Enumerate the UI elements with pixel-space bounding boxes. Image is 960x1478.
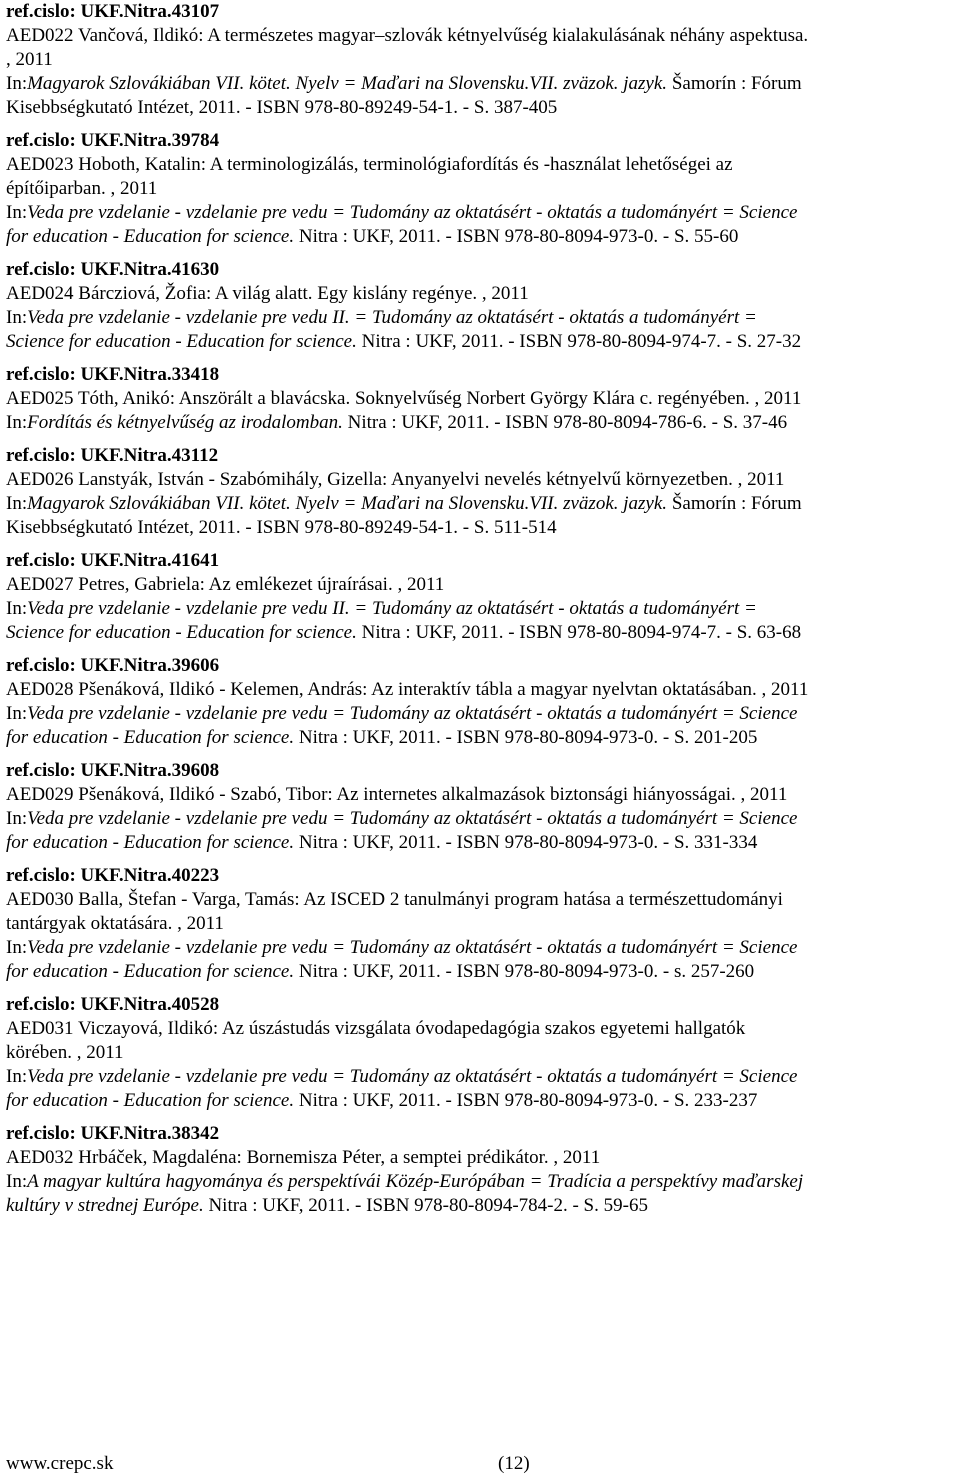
entry-text: építőiparban. , 2011	[6, 178, 158, 199]
entry-source-title: Magyarok Szlovákiában VII. kötet. Nyelv = Maďari na Slovensku.VII. zväzok. jazyk.	[27, 493, 668, 514]
entry-text: AED024 Bárcziová, Žofia: A világ alatt. Egy kislány regénye. , 2011	[6, 283, 529, 304]
entry-text: , 2011	[6, 49, 53, 70]
entry-line	[6, 72, 956, 96]
entry-source-title: Fordítás és kétnyelvűség az irodalomban.	[27, 412, 343, 433]
entry-line	[6, 831, 956, 855]
entry-text: In:	[6, 808, 28, 829]
entry-ref-number: ref.cislo: UKF.Nitra.40528	[6, 994, 220, 1015]
entry-text: In:	[6, 703, 28, 724]
entry-text: Šamorín : Fórum	[667, 493, 802, 514]
entry-line	[6, 516, 956, 540]
entry-text: tantárgyak oktatására. , 2011	[6, 913, 224, 934]
bibliography-entry	[6, 258, 956, 354]
entry-text: körében. , 2011	[6, 1042, 124, 1063]
entry-line	[6, 96, 956, 120]
entry-line	[6, 807, 956, 831]
entry-line	[6, 177, 956, 201]
entry-text: Kisebbségkutató Intézet, 2011. - ISBN 978-80-89249-54-1. - S. 387-405	[6, 97, 558, 118]
entry-ref-number: ref.cislo: UKF.Nitra.39784	[6, 130, 220, 151]
entry-line	[6, 153, 956, 177]
bibliography-entry	[6, 1122, 956, 1218]
entry-line	[6, 1065, 956, 1089]
entry-source-title: A magyar kultúra hagyománya és perspektívái Közép-Európában = Tradícia a perspektívy maďarskej	[27, 1171, 804, 1192]
entry-text: In:	[6, 1171, 28, 1192]
entry-text: AED029 Pšenáková, Ildikó - Szabó, Tibor: Az internetes alkalmazások biztonsági hiányosságai. , 2011	[6, 784, 788, 805]
entry-text: AED023 Hoboth, Katalin: A terminologizálás, terminológiafordítás és -használat lehetőségei az	[6, 154, 733, 175]
entry-line	[6, 726, 956, 750]
page-number: (12)	[498, 1453, 530, 1474]
entry-text: In:	[6, 412, 28, 433]
bibliography-entry	[6, 444, 956, 540]
entry-ref-number: ref.cislo: UKF.Nitra.43112	[6, 445, 219, 466]
entry-line	[6, 1194, 956, 1218]
entry-text: Nitra : UKF, 2011. - ISBN 978-80-8094-973-0. - S. 55-60	[294, 226, 739, 247]
entry-text: AED032 Hrbáček, Magdaléna: Bornemisza Péter, a semptei prédikátor. , 2011	[6, 1147, 601, 1168]
entry-line	[6, 48, 956, 72]
entry-text: AED028 Pšenáková, Ildikó - Kelemen, András: Az interaktív tábla a magyar nyelvtan oktatásában. , 2011	[6, 679, 809, 700]
entry-ref-number: ref.cislo: UKF.Nitra.39608	[6, 760, 220, 781]
entry-ref-number: ref.cislo: UKF.Nitra.41630	[6, 259, 220, 280]
entry-line	[6, 1089, 956, 1113]
footer-url[interactable]: www.crepc.sk	[6, 1453, 114, 1474]
entry-source-title: Veda pre vzdelanie - vzdelanie pre vedu II. = Tudomány az oktatásért - oktatás a tudományért =	[27, 307, 757, 328]
entry-text: Nitra : UKF, 2011. - ISBN 978-80-8094-973-0. - S. 331-334	[294, 832, 758, 853]
entry-source-title: Veda pre vzdelanie - vzdelanie pre vedu = Tudomány az oktatásért - oktatás a tudományért = Science	[27, 1066, 798, 1087]
entry-line	[6, 960, 956, 984]
bibliography-entry	[6, 0, 956, 120]
bibliography-list	[6, 0, 956, 1227]
entry-line	[6, 24, 956, 48]
bibliography-entry	[6, 549, 956, 645]
entry-line	[6, 783, 956, 807]
entry-ref-number: ref.cislo: UKF.Nitra.38342	[6, 1123, 220, 1144]
entry-text: AED025 Tóth, Anikó: Anszörált a blavácska. Soknyelvűség Norbert György Klára c. regényében. , 2011	[6, 388, 802, 409]
entry-text: In:	[6, 307, 28, 328]
entry-text: In:	[6, 493, 28, 514]
entry-text: Nitra : UKF, 2011. - ISBN 978-80-8094-974-7. - S. 63-68	[356, 622, 802, 643]
entry-line	[6, 573, 956, 597]
entry-line	[6, 1146, 956, 1170]
entry-text: In:	[6, 937, 28, 958]
entry-line	[6, 912, 956, 936]
entry-line	[6, 678, 956, 702]
entry-source-title: Magyarok Szlovákiában VII. kötet. Nyelv = Maďari na Slovensku.VII. zväzok. jazyk.	[27, 73, 668, 94]
entry-line	[6, 387, 956, 411]
entry-source-title: for education - Education for science.	[6, 832, 295, 853]
bibliography-entry	[6, 864, 956, 984]
entry-ref-number: ref.cislo: UKF.Nitra.41641	[6, 550, 220, 571]
bibliography-entry	[6, 363, 956, 435]
entry-source-title: for education - Education for science.	[6, 226, 295, 247]
entry-line	[6, 936, 956, 960]
entry-source-title: for education - Education for science.	[6, 1090, 295, 1111]
entry-source-title: kultúry v strednej Európe.	[6, 1195, 204, 1216]
entry-text: AED022 Vančová, Ildikó: A természetes magyar–szlovák kétnyelvűség kialakulásának néhány aspektusa.	[6, 25, 809, 46]
entry-line	[6, 411, 956, 435]
entry-line	[6, 621, 956, 645]
entry-text: In:	[6, 73, 28, 94]
entry-source-title: Science for education - Education for science.	[6, 622, 357, 643]
entry-text: Nitra : UKF, 2011. - ISBN 978-80-8094-973-0. - S. 233-237	[294, 1090, 758, 1111]
entry-source-title: Veda pre vzdelanie - vzdelanie pre vedu = Tudomány az oktatásért - oktatás a tudományért = Science	[27, 202, 798, 223]
page-footer	[6, 1452, 956, 1476]
entry-text: AED030 Balla, Štefan - Varga, Tamás: Az ISCED 2 tanulmányi program hatása a természettudományi	[6, 889, 783, 910]
entry-line	[6, 225, 956, 249]
entry-source-title: Veda pre vzdelanie - vzdelanie pre vedu = Tudomány az oktatásért - oktatás a tudományért = Science	[27, 937, 798, 958]
entry-ref-number: ref.cislo: UKF.Nitra.40223	[6, 865, 220, 886]
entry-text: Nitra : UKF, 2011. - ISBN 978-80-8094-973-0. - S. 201-205	[294, 727, 758, 748]
bibliography-entry	[6, 759, 956, 855]
entry-ref-number: ref.cislo: UKF.Nitra.33418	[6, 364, 220, 385]
entry-source-title: Veda pre vzdelanie - vzdelanie pre vedu II. = Tudomány az oktatásért - oktatás a tudományért =	[27, 598, 757, 619]
entry-source-title: for education - Education for science.	[6, 727, 295, 748]
entry-line	[6, 330, 956, 354]
entry-source-title: Veda pre vzdelanie - vzdelanie pre vedu = Tudomány az oktatásért - oktatás a tudományért = Science	[27, 808, 798, 829]
entry-text: Nitra : UKF, 2011. - ISBN 978-80-8094-786-6. - S. 37-46	[342, 412, 788, 433]
entry-text: Šamorín : Fórum	[667, 73, 802, 94]
entry-text: In:	[6, 1066, 28, 1087]
entry-line	[6, 1170, 956, 1194]
bibliography-entry	[6, 654, 956, 750]
entry-text: In:	[6, 598, 28, 619]
entry-line	[6, 597, 956, 621]
entry-text: In:	[6, 202, 28, 223]
entry-ref-number: ref.cislo: UKF.Nitra.39606	[6, 655, 220, 676]
bibliography-entry	[6, 129, 956, 249]
entry-source-title: Science for education - Education for science.	[6, 331, 357, 352]
entry-source-title: Veda pre vzdelanie - vzdelanie pre vedu = Tudomány az oktatásért - oktatás a tudományért = Science	[27, 703, 798, 724]
bibliography-entry	[6, 993, 956, 1113]
entry-text: Nitra : UKF, 2011. - ISBN 978-80-8094-784-2. - S. 59-65	[203, 1195, 648, 1216]
entry-line	[6, 888, 956, 912]
entry-text: Nitra : UKF, 2011. - ISBN 978-80-8094-973-0. - s. 257-260	[294, 961, 755, 982]
entry-text: AED026 Lanstyák, István - Szabómihály, Gizella: Anyanyelvi nevelés kétnyelvű környezetben. , 2011	[6, 469, 785, 490]
entry-text: AED027 Petres, Gabriela: Az emlékezet újraírásai. , 2011	[6, 574, 445, 595]
entry-line	[6, 306, 956, 330]
entry-line	[6, 282, 956, 306]
entry-line	[6, 702, 956, 726]
entry-text: Kisebbségkutató Intézet, 2011. - ISBN 978-80-89249-54-1. - S. 511-514	[6, 517, 557, 538]
entry-line	[6, 492, 956, 516]
entry-source-title: for education - Education for science.	[6, 961, 295, 982]
entry-line	[6, 201, 956, 225]
entry-text: AED031 Viczayová, Ildikó: Az úszástudás vizsgálata óvodapedagógia szakos egyetemi hallgatók	[6, 1018, 746, 1039]
entry-line	[6, 1041, 956, 1065]
entry-line	[6, 468, 956, 492]
entry-ref-number: ref.cislo: UKF.Nitra.43107	[6, 1, 220, 22]
entry-line	[6, 1017, 956, 1041]
entry-text: Nitra : UKF, 2011. - ISBN 978-80-8094-974-7. - S. 27-32	[356, 331, 802, 352]
